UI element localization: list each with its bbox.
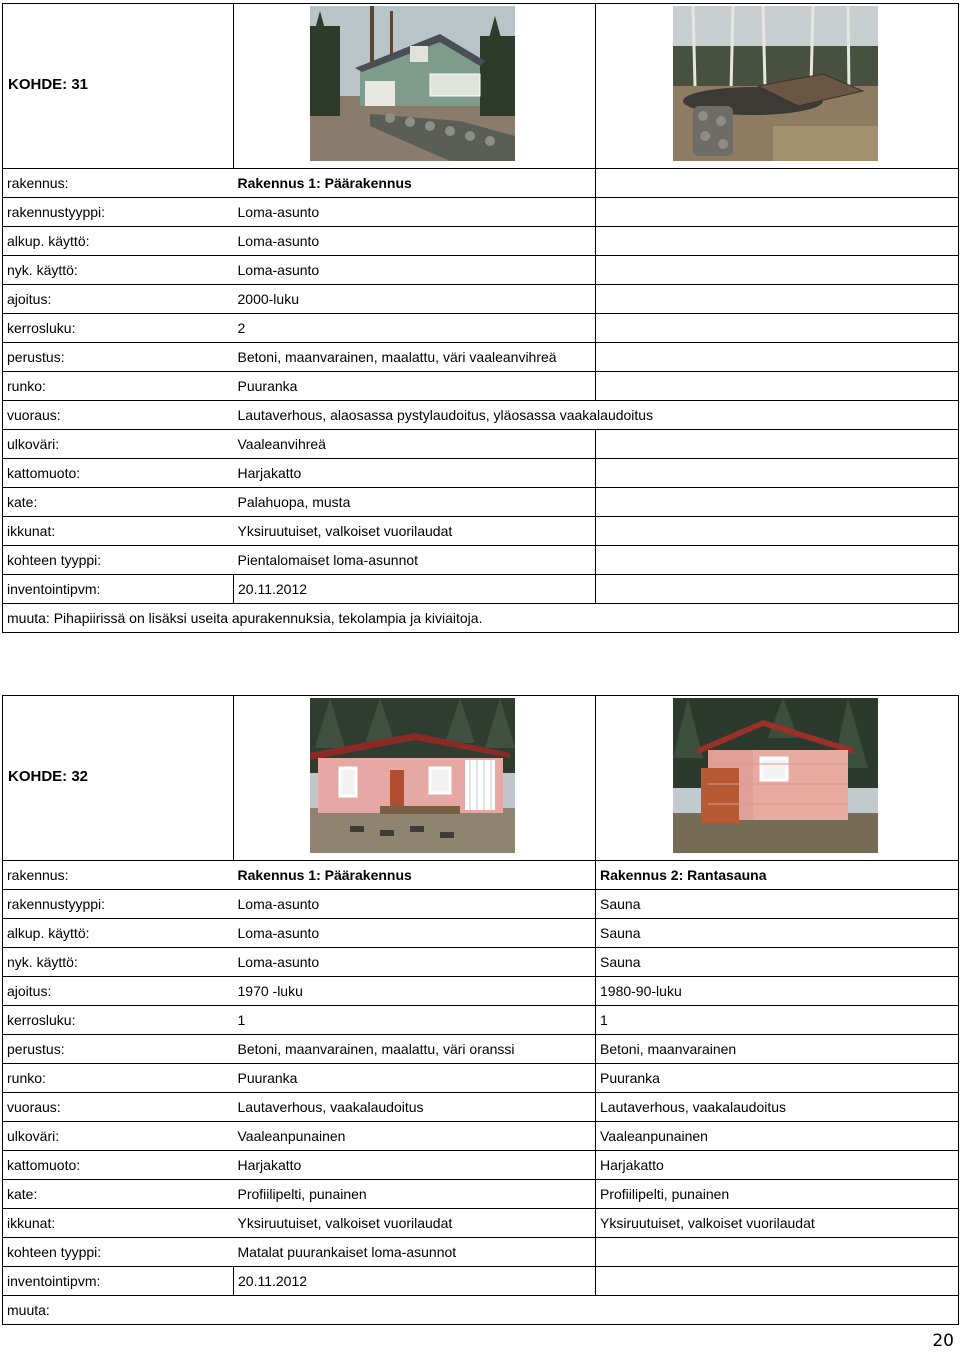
row-ulkovari [3,1122,959,1151]
value-1: Yksiruutuiset, valkoiset vuorilaudat [234,1209,596,1238]
label: ajoitus: [3,285,234,314]
row-muuta [3,604,959,633]
value-2 [596,198,959,227]
value-2 [596,169,959,198]
row-perustus [3,343,959,372]
value-1: Loma-asunto [234,948,596,977]
label: inventointipvm: [3,1267,234,1296]
row-inventointipvm [3,575,959,604]
value-2: Yksiruutuiset, valkoiset vuorilaudat [596,1209,959,1238]
value-2 [596,517,959,546]
value-1: Yksiruutuiset, valkoiset vuorilaudat [234,517,596,546]
label: ikkunat: [3,517,234,546]
value-1: Pientalomaiset loma-asunnot [234,546,596,575]
house-photo [310,6,515,161]
value-1: Lautaverhous, vaakalaudoitus [234,1093,596,1122]
value-2 [596,343,959,372]
row-ajoitus [3,285,959,314]
photo-row [3,4,959,169]
label: vuoraus: [3,401,234,430]
value-2 [596,459,959,488]
label: nyk. käyttö: [3,948,234,977]
row-ikkunat [3,517,959,546]
value-1: Puuranka [234,372,596,401]
row-ulkovari [3,430,959,459]
pink-cottage-photo [310,698,515,853]
value-1: Harjakatto [234,1151,596,1180]
value-2: Profiilipelti, punainen [596,1180,959,1209]
value-1: Loma-asunto [234,256,596,285]
value-2: Sauna [596,890,959,919]
value-1: Loma-asunto [234,919,596,948]
kohde-title-cell [3,696,234,861]
label: runko: [3,372,234,401]
label: kerrosluku: [3,314,234,343]
label: ajoitus: [3,977,234,1006]
label: alkup. käyttö: [3,227,234,256]
value-2: Harjakatto [596,1151,959,1180]
value-1: Rakennus 1: Päärakennus [234,169,596,198]
kohde-31-table [2,3,959,633]
row-alkup-kaytto [3,919,959,948]
label: perustus: [3,343,234,372]
label: kattomuoto: [3,1151,234,1180]
value-1: Harjakatto [234,459,596,488]
value-2 [596,1267,959,1296]
photo-cell-1 [234,696,596,861]
row-inventointipvm [3,1267,959,1296]
value-1: Matalat puurankaiset loma-asunnot [234,1238,596,1267]
row-runko [3,1064,959,1093]
value-1: Rakennus 1: Päärakennus [234,861,596,890]
row-ikkunat [3,1209,959,1238]
label: nyk. käyttö: [3,256,234,285]
value-2: Sauna [596,948,959,977]
pink-sauna-photo [673,698,878,853]
row-muuta [3,1296,959,1325]
row-kattomuoto [3,459,959,488]
value-1: Loma-asunto [234,227,596,256]
label: kattomuoto: [3,459,234,488]
value-1: Profiilipelti, punainen [234,1180,596,1209]
row-ajoitus [3,977,959,1006]
photo-row [3,696,959,861]
value-2 [596,285,959,314]
label: ulkoväri: [3,1122,234,1151]
muuta-text: muuta: Pihapiirissä on lisäksi useita apurakennuksia, tekolampia ja kiviaitoja. [3,604,959,633]
value-2 [596,256,959,285]
row-rakennustyyppi [3,890,959,919]
photo-cell-2 [596,4,959,169]
row-rakennus [3,861,959,890]
value-2: Rakennus 2: Rantasauna [596,861,959,890]
value-1: Palahuopa, musta [234,488,596,517]
label: rakennustyyppi: [3,198,234,227]
value-1: Vaaleanvihreä [234,430,596,459]
value-2 [596,546,959,575]
label: vuoraus: [3,1093,234,1122]
label: kerrosluku: [3,1006,234,1035]
value-2: Sauna [596,919,959,948]
page-number: 20 [932,1331,954,1351]
label: inventointipvm: [3,575,234,604]
value-2: 1 [596,1006,959,1035]
row-nyk-kaytto [3,256,959,285]
row-kerrosluku [3,314,959,343]
value-1: 20.11.2012 [234,1267,596,1296]
value-2 [596,488,959,517]
muuta-text: muuta: [3,1296,959,1325]
label: rakennus: [3,169,234,198]
value-1: 20.11.2012 [234,575,596,604]
label: perustus: [3,1035,234,1064]
row-alkup-kaytto [3,227,959,256]
kohde-title: KOHDE: 31 [8,76,89,93]
row-rakennus [3,169,959,198]
label: alkup. käyttö: [3,919,234,948]
label: runko: [3,1064,234,1093]
row-kerrosluku [3,1006,959,1035]
value-2 [596,430,959,459]
kohde-32-table [2,695,959,1325]
kohde-title: KOHDE: 32 [8,768,89,785]
label: kate: [3,488,234,517]
value-1: 1970 -luku [234,977,596,1006]
row-rakennustyyppi [3,198,959,227]
value-2: Lautaverhous, vaakalaudoitus [596,1093,959,1122]
value-1: Vaaleanpunainen [234,1122,596,1151]
value-1: 2 [234,314,596,343]
row-kohteen-tyyppi [3,546,959,575]
label: kate: [3,1180,234,1209]
row-kohteen-tyyppi [3,1238,959,1267]
value-1: Loma-asunto [234,890,596,919]
label: kohteen tyyppi: [3,1238,234,1267]
row-perustus [3,1035,959,1064]
value-2 [596,372,959,401]
row-nyk-kaytto [3,948,959,977]
photo-cell-1 [234,4,596,169]
value-1: Puuranka [234,1064,596,1093]
row-runko [3,372,959,401]
value-2: Vaaleanpunainen [596,1122,959,1151]
label: ulkoväri: [3,430,234,459]
row-kattomuoto [3,1151,959,1180]
value-2 [596,314,959,343]
value-2: 1980-90-luku [596,977,959,1006]
value-1: 1 [234,1006,596,1035]
label: rakennus: [3,861,234,890]
label: kohteen tyyppi: [3,546,234,575]
value-1: Betoni, maanvarainen, maalattu, väri oranssi [234,1035,596,1064]
value-1: Loma-asunto [234,198,596,227]
pond-bridge-photo [673,6,878,161]
label: ikkunat: [3,1209,234,1238]
value-2 [596,575,959,604]
row-vuoraus [3,1093,959,1122]
value-2: Puuranka [596,1064,959,1093]
value-2 [596,1238,959,1267]
value-1: 2000-luku [234,285,596,314]
value-1: Lautaverhous, alaosassa pystylaudoitus, yläosassa vaakalaudoitus [234,401,959,430]
row-vuoraus [3,401,959,430]
row-kate [3,1180,959,1209]
kohde-title-cell [3,4,234,169]
value-2 [596,227,959,256]
label: rakennustyyppi: [3,890,234,919]
value-1: Betoni, maanvarainen, maalattu, väri vaaleanvihreä [234,343,596,372]
value-2: Betoni, maanvarainen [596,1035,959,1064]
row-kate [3,488,959,517]
photo-cell-2 [596,696,959,861]
